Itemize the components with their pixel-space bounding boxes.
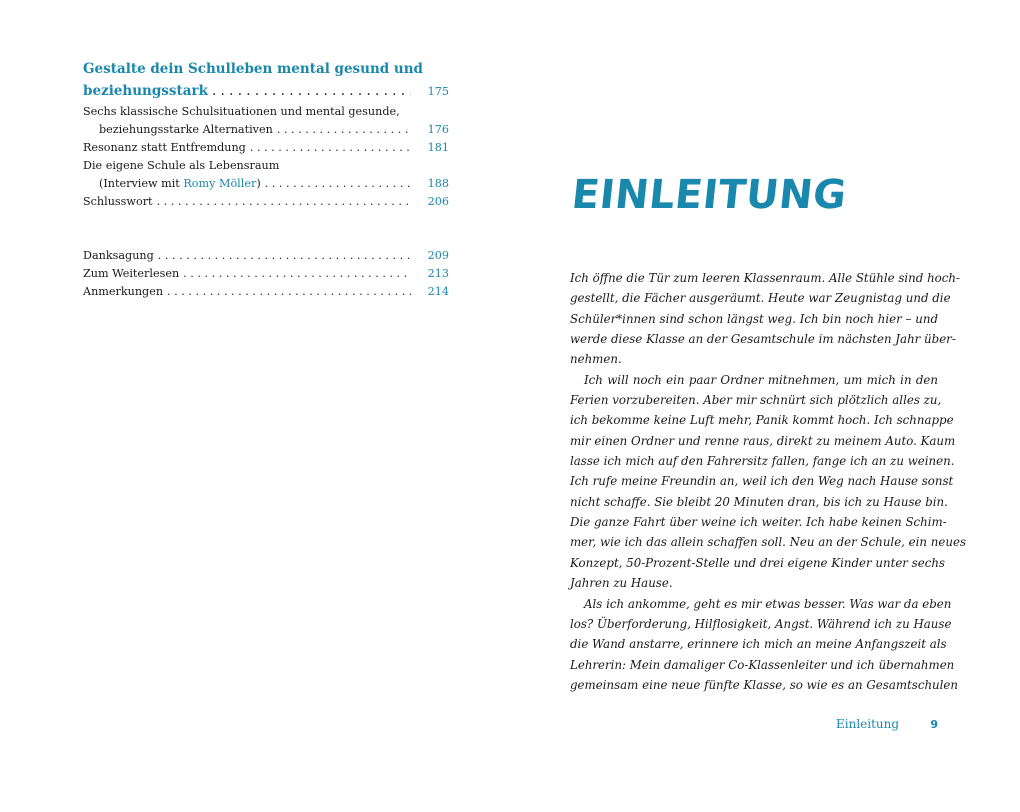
toc-entry-title: Schlusswort [83, 195, 153, 208]
chapter-body [570, 268, 966, 695]
running-head: Einleitung [836, 717, 900, 731]
toc-entry [83, 283, 449, 301]
toc-spacer [83, 211, 449, 247]
body-line: Jahren zu Hause. [570, 576, 673, 591]
body-line: mir einen Ordner und renne raus, direkt zu meinem Auto. Kaum [570, 433, 956, 448]
body-line: Schüler*innen sind schon längst weg. Ich bin noch hier – und [570, 311, 938, 326]
toc-page-number: 176 [427, 123, 449, 136]
toc-entry-title: Anmerkungen [83, 285, 164, 298]
toc-leader-dots [157, 193, 411, 211]
toc-page-number: 188 [427, 177, 449, 190]
body-line: werde diese Klasse an der Gesamtschule im nächsten Jahr über- [570, 332, 956, 347]
body-line: Ferien vorzubereiten. Aber mir schnürt sich plötzlich alles zu, [570, 393, 942, 408]
toc-leader-dots [167, 283, 411, 301]
body-line: Die ganze Fahrt über weine ich weiter. Ich habe keinen Schim- [570, 515, 947, 530]
body-line: die Wand anstarre, erinnere ich mich an meine Anfangszeit als [570, 637, 947, 652]
toc-entry [83, 193, 449, 211]
toc-page-number: 181 [427, 141, 449, 154]
toc-page-number: 209 [427, 249, 449, 262]
body-line: ich bekomme keine Luft mehr, Panik kommt hoch. Ich schnappe [570, 413, 954, 428]
body-line: gemeinsam eine neue fünfte Klasse, so wie es an Gesamtschulen [570, 677, 958, 692]
toc-section-heading-row [83, 80, 449, 103]
toc-entry [83, 265, 449, 283]
body-line: nehmen. [570, 352, 622, 367]
toc-entry-title: Zum Weiterlesen [83, 267, 180, 280]
toc-leader-dots [250, 139, 411, 157]
toc-leader-dots [158, 247, 411, 265]
interview-prefix: (Interview mit [99, 177, 184, 190]
body-line: mer, wie ich das allein schaffen soll. Neu an der Schule, ein neues [570, 535, 966, 550]
body-line: Ich will noch ein paar Ordner mitnehmen, um mich in den [584, 372, 938, 387]
toc-page-number: 206 [427, 195, 449, 208]
body-line: lasse ich mich auf den Fahrersitz fallen, fange ich an zu weinen. [570, 454, 955, 469]
page-footer [836, 717, 938, 731]
toc-page-number: 214 [427, 285, 449, 298]
toc-entry [83, 247, 449, 265]
toc-entry [83, 139, 449, 157]
toc-entry-title: Sechs klassische Schulsituationen und mental gesunde, [83, 105, 400, 118]
toc-section-heading: Gestalte dein Schulleben mental gesund und [83, 61, 423, 77]
body-line: nicht schaffe. Sie bleibt 20 Minuten dran, bis ich zu Hause bin. [570, 494, 948, 509]
body-line: Lehrerin: Mein damaliger Co-Klassenleiter und ich übernahmen [570, 657, 955, 672]
toc-entry-interview [83, 175, 261, 193]
body-line: Ich öffne die Tür zum leeren Klassenraum. Alle Stühle sind hoch- [570, 271, 960, 285]
body-line: Ich rufe meine Freundin an, weil ich den Weg nach Hause sonst [570, 474, 954, 489]
interviewee-name: Romy Möller [183, 177, 257, 190]
toc-page-number: 175 [427, 85, 449, 98]
toc-entry-title: Die eigene Schule als Lebensraum [83, 159, 280, 172]
toc-page-number: 213 [427, 267, 449, 280]
toc-leader-dots [212, 80, 411, 102]
right-page [510, 0, 1020, 812]
body-line: Konzept, 50-Prozent-Stelle und drei eigene Kinder unter sechs [570, 555, 945, 570]
toc-entry [83, 121, 449, 139]
page-number: 9 [930, 718, 938, 731]
toc-entry [83, 175, 449, 193]
toc-entry-title: beziehungsstarke Alternativen [99, 123, 273, 136]
body-line: los? Überforderung, Hilflosigkeit, Angst. Während ich zu Hause [570, 616, 952, 631]
body-line: Als ich ankomme, geht es mir etwas besser. Was war da eben [584, 596, 952, 611]
toc-entry-title: Resonanz statt Entfremdung [83, 141, 246, 154]
toc-leader-dots [183, 265, 411, 283]
toc-section-heading-cont: beziehungsstark [83, 83, 208, 99]
toc-leader-dots [265, 175, 411, 193]
toc-leader-dots [277, 121, 411, 139]
toc-entry-title: Danksagung [83, 249, 154, 262]
table-of-contents [83, 58, 449, 301]
body-line: gestellt, die Fächer ausgeräumt. Heute war Zeugnistag und die [570, 291, 951, 306]
chapter-title: EINLEITUNG [569, 172, 849, 218]
interview-suffix: ) [256, 177, 261, 190]
